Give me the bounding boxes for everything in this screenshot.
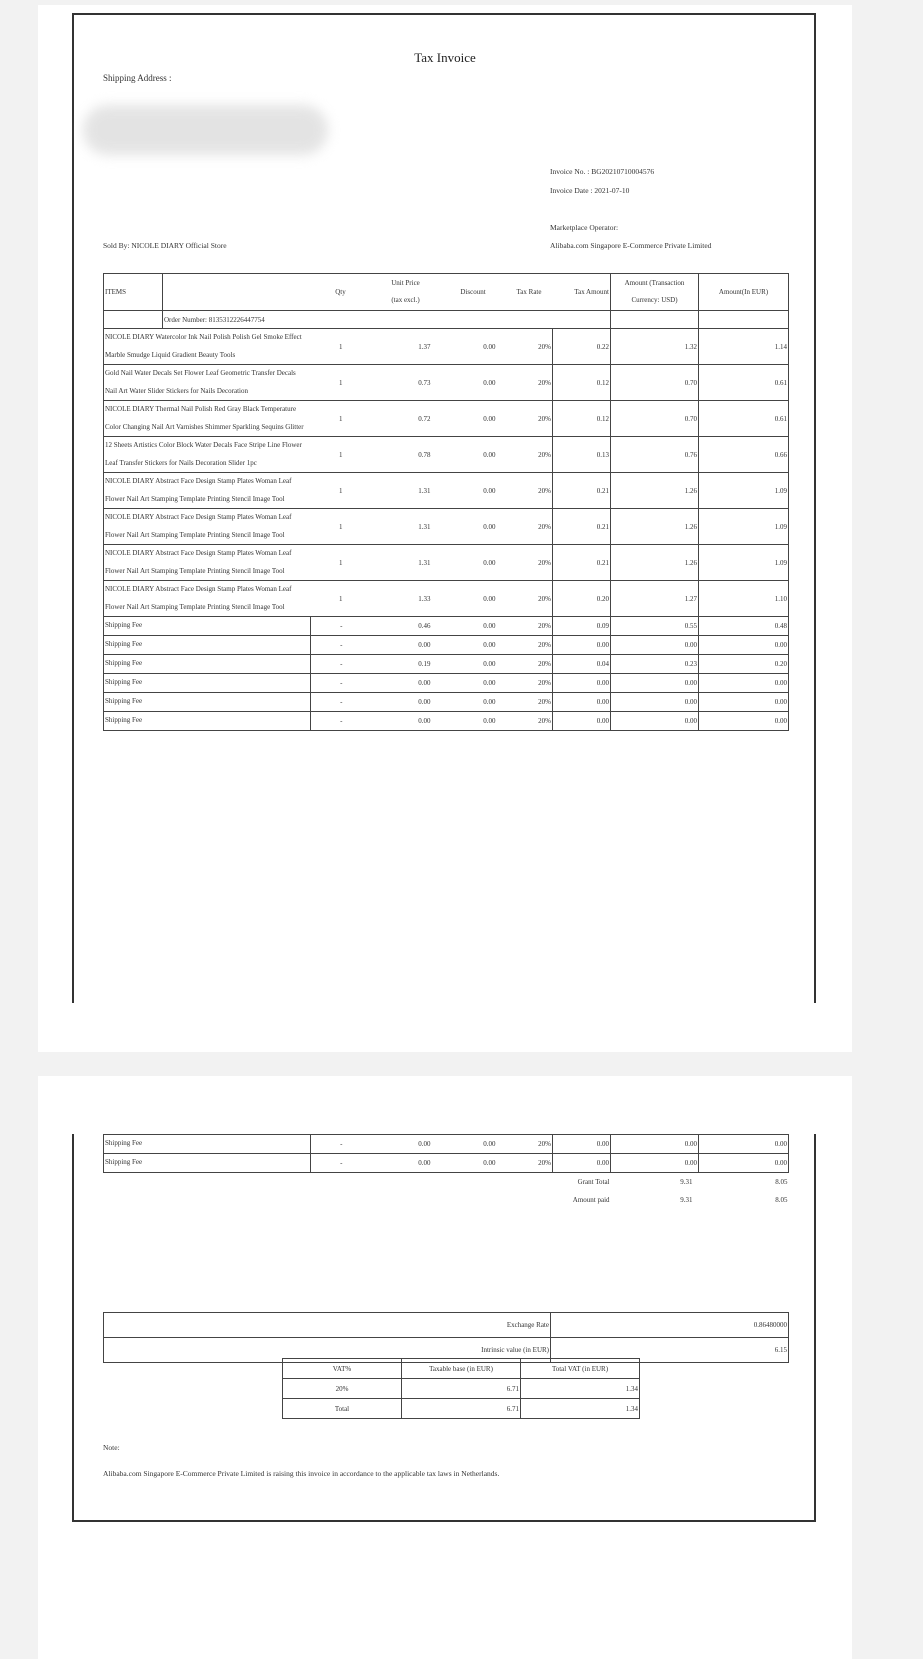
item-tax-rate: 20% — [506, 1154, 553, 1173]
item-row — [104, 437, 789, 473]
item-description: NICOLE DIARY Watercolor Ink Nail Polish Polish Gel Smoke Effect Marble Smudge Liquid Gradient Beauty Tools — [104, 329, 311, 365]
item-amount-eur: 1.09 — [699, 473, 789, 509]
item-tax-rate: 20% — [506, 473, 553, 509]
item-description: NICOLE DIARY Thermal Nail Polish Red Gray Black Temperature Color Changing Nail Art Varnishes Shimmer Sparkling Sequins Glitter — [104, 401, 311, 437]
item-description: Shipping Fee — [104, 1135, 311, 1154]
vat-total-base: 6.71 — [402, 1399, 521, 1419]
item-qty: - — [311, 674, 371, 693]
item-amount-eur: 0.61 — [699, 401, 789, 437]
total-eur: 8.05 — [775, 1196, 788, 1204]
item-tax-amount: 0.21 — [553, 509, 611, 545]
item-tax-rate: 20% — [506, 329, 553, 365]
shipping-fee-row — [104, 655, 789, 674]
item-qty: - — [311, 655, 371, 674]
item-amount-usd: 1.26 — [611, 473, 699, 509]
table-header-row — [104, 274, 789, 311]
marketplace-label: Marketplace Operator: — [550, 223, 619, 232]
total-row — [104, 1173, 789, 1192]
item-tax-rate: 20% — [506, 655, 553, 674]
shipping-fee-row — [104, 693, 789, 712]
item-amount-eur: 0.00 — [699, 636, 789, 655]
item-unit-price: 0.46 — [371, 617, 441, 636]
shipping-fee-row — [104, 1154, 789, 1173]
item-tax-amount: 0.20 — [553, 581, 611, 617]
invoice-page-1 — [38, 5, 852, 1052]
item-amount-usd: 0.70 — [611, 365, 699, 401]
item-tax-rate: 20% — [506, 509, 553, 545]
item-qty: - — [311, 712, 371, 731]
item-discount: 0.00 — [441, 473, 506, 509]
item-unit-price: 0.00 — [371, 674, 441, 693]
exchange-rate-label: Exchange Rate — [104, 1313, 551, 1338]
item-qty: 1 — [311, 581, 371, 617]
vat-header-rate: VAT% — [283, 1359, 402, 1379]
item-tax-amount: 0.21 — [553, 545, 611, 581]
item-tax-rate: 20% — [506, 401, 553, 437]
spacer — [104, 1173, 553, 1192]
total-row — [104, 1191, 789, 1209]
item-description: NICOLE DIARY Abstract Face Design Stamp Plates Woman Leaf Flower Nail Art Stamping Template Printing Stencil Image Tool — [104, 509, 311, 545]
item-qty: 1 — [311, 365, 371, 401]
item-qty: 1 — [311, 509, 371, 545]
item-tax-amount: 0.12 — [553, 401, 611, 437]
order-number: Order Number: 8135312226447754 — [163, 311, 611, 329]
header-amount-eur: Amount(In EUR) — [699, 274, 789, 311]
total-usd: 9.31 — [680, 1196, 693, 1204]
item-unit-price: 0.78 — [371, 437, 441, 473]
item-description: NICOLE DIARY Abstract Face Design Stamp Plates Woman Leaf Flower Nail Art Stamping Template Printing Stencil Image Tool — [104, 581, 311, 617]
item-amount-eur: 0.00 — [699, 674, 789, 693]
vat-header-base: Taxable base (in EUR) — [402, 1359, 521, 1379]
item-discount: 0.00 — [441, 401, 506, 437]
item-tax-rate: 20% — [506, 437, 553, 473]
sold-by: Sold By: NICOLE DIARY Official Store — [103, 241, 227, 250]
item-tax-rate: 20% — [506, 617, 553, 636]
item-tax-amount: 0.00 — [553, 1154, 611, 1173]
item-amount-usd: 0.23 — [611, 655, 699, 674]
vat-amount: 1.34 — [521, 1379, 640, 1399]
redacted-address — [83, 105, 328, 155]
item-discount: 0.00 — [441, 1154, 506, 1173]
item-amount-eur: 0.00 — [699, 712, 789, 731]
items-table — [103, 273, 789, 731]
item-discount: 0.00 — [441, 545, 506, 581]
item-unit-price: 1.31 — [371, 545, 441, 581]
item-tax-rate: 20% — [506, 545, 553, 581]
intrinsic-value: 6.15 — [551, 1338, 789, 1363]
shipping-fee-row — [104, 617, 789, 636]
item-description: Shipping Fee — [104, 693, 311, 712]
total-label: Grant Total — [577, 1178, 610, 1186]
item-amount-eur: 0.20 — [699, 655, 789, 674]
item-amount-eur: 1.14 — [699, 329, 789, 365]
item-qty: 1 — [311, 473, 371, 509]
item-row — [104, 473, 789, 509]
shipping-fee-row — [104, 636, 789, 655]
item-tax-amount: 0.00 — [553, 674, 611, 693]
item-qty: - — [311, 1135, 371, 1154]
spacer — [104, 1191, 553, 1209]
item-row — [104, 509, 789, 545]
item-tax-amount: 0.21 — [553, 473, 611, 509]
header-amount-usd: Amount (Transaction Currency: USD) — [611, 274, 699, 311]
item-tax-rate: 20% — [506, 712, 553, 731]
item-amount-usd: 1.26 — [611, 509, 699, 545]
item-discount: 0.00 — [441, 712, 506, 731]
item-qty: - — [311, 693, 371, 712]
marketplace-operator: Alibaba.com Singapore E-Commerce Private Limited — [550, 241, 712, 250]
total-label: Amount paid — [572, 1196, 610, 1204]
note-text: Alibaba.com Singapore E-Commerce Private Limited is raising this invoice in accordance to the applicable tax laws in Netherlands. — [103, 1469, 500, 1478]
item-amount-usd: 1.32 — [611, 329, 699, 365]
item-unit-price: 1.31 — [371, 473, 441, 509]
item-amount-eur: 0.61 — [699, 365, 789, 401]
item-amount-usd: 0.70 — [611, 401, 699, 437]
item-row — [104, 329, 789, 365]
item-amount-eur: 1.09 — [699, 509, 789, 545]
item-amount-usd: 0.00 — [611, 712, 699, 731]
item-unit-price: 1.37 — [371, 329, 441, 365]
total-eur: 8.05 — [775, 1178, 788, 1186]
item-tax-amount: 0.00 — [553, 712, 611, 731]
header-qty: Qty — [311, 274, 371, 311]
vat-header-total: Total VAT (in EUR) — [521, 1359, 640, 1379]
item-description: Shipping Fee — [104, 655, 311, 674]
item-amount-usd: 0.00 — [611, 636, 699, 655]
item-tax-amount: 0.00 — [553, 636, 611, 655]
item-tax-rate: 20% — [506, 636, 553, 655]
item-description: Shipping Fee — [104, 1154, 311, 1173]
item-amount-eur: 1.09 — [699, 545, 789, 581]
item-amount-usd: 0.00 — [611, 1154, 699, 1173]
item-unit-price: 0.00 — [371, 636, 441, 655]
vat-row — [283, 1379, 640, 1399]
item-qty: 1 — [311, 329, 371, 365]
item-discount: 0.00 — [441, 636, 506, 655]
exchange-rate-value: 0.86480000 — [551, 1313, 789, 1338]
invoice-page-2 — [38, 1076, 852, 1659]
item-tax-rate: 20% — [506, 674, 553, 693]
item-qty: 1 — [311, 545, 371, 581]
item-qty: - — [311, 636, 371, 655]
item-amount-eur: 0.00 — [699, 1135, 789, 1154]
order-number-row — [104, 311, 789, 329]
item-discount: 0.00 — [441, 617, 506, 636]
item-amount-eur: 0.00 — [699, 693, 789, 712]
item-discount: 0.00 — [441, 509, 506, 545]
item-amount-usd: 0.55 — [611, 617, 699, 636]
item-description: Gold Nail Water Decals Set Flower Leaf Geometric Transfer Decals Nail Art Water Slider Stickers for Nails Decoration — [104, 365, 311, 401]
item-amount-usd: 0.00 — [611, 693, 699, 712]
item-amount-usd: 1.27 — [611, 581, 699, 617]
shipping-fee-row — [104, 712, 789, 731]
item-description: Shipping Fee — [104, 674, 311, 693]
item-discount: 0.00 — [441, 655, 506, 674]
total-usd: 9.31 — [680, 1178, 693, 1186]
header-tax-rate: Tax Rate — [506, 274, 553, 311]
exchange-table — [103, 1312, 789, 1363]
item-tax-amount: 0.13 — [553, 437, 611, 473]
item-qty: 1 — [311, 401, 371, 437]
vat-header-row — [283, 1359, 640, 1379]
vat-total-label: Total — [283, 1399, 402, 1419]
item-row — [104, 401, 789, 437]
invoice-number: Invoice No. : BG20210710004576 — [550, 167, 655, 176]
item-unit-price: 0.00 — [371, 712, 441, 731]
item-unit-price: 0.00 — [371, 693, 441, 712]
item-unit-price: 0.00 — [371, 1154, 441, 1173]
item-tax-rate: 20% — [506, 365, 553, 401]
vat-summary-table — [282, 1358, 640, 1419]
item-amount-eur: 0.48 — [699, 617, 789, 636]
item-description: Shipping Fee — [104, 617, 311, 636]
vat-rate: 20% — [283, 1379, 402, 1399]
item-unit-price: 0.19 — [371, 655, 441, 674]
item-discount: 0.00 — [441, 365, 506, 401]
item-description: Shipping Fee — [104, 636, 311, 655]
vat-total-row — [283, 1399, 640, 1419]
item-unit-price: 0.00 — [371, 1135, 441, 1154]
item-tax-amount: 0.00 — [553, 693, 611, 712]
item-amount-usd: 1.26 — [611, 545, 699, 581]
item-amount-eur: 0.00 — [699, 1154, 789, 1173]
shipping-address-label: Shipping Address : — [103, 73, 172, 83]
item-qty: - — [311, 1154, 371, 1173]
item-tax-amount: 0.09 — [553, 617, 611, 636]
item-tax-amount: 0.12 — [553, 365, 611, 401]
item-row — [104, 365, 789, 401]
item-qty: - — [311, 617, 371, 636]
invoice-date: Invoice Date : 2021-07-10 — [550, 186, 630, 195]
item-discount: 0.00 — [441, 437, 506, 473]
note-label: Note: — [103, 1443, 120, 1452]
exchange-rate-row — [104, 1313, 789, 1338]
shipping-fee-row — [104, 1135, 789, 1154]
vat-total-amount: 1.34 — [521, 1399, 640, 1419]
item-description: NICOLE DIARY Abstract Face Design Stamp Plates Woman Leaf Flower Nail Art Stamping Template Printing Stencil Image Tool — [104, 545, 311, 581]
item-amount-eur: 0.66 — [699, 437, 789, 473]
item-tax-amount: 0.00 — [553, 1135, 611, 1154]
item-description: NICOLE DIARY Abstract Face Design Stamp Plates Woman Leaf Flower Nail Art Stamping Template Printing Stencil Image Tool — [104, 473, 311, 509]
item-discount: 0.00 — [441, 693, 506, 712]
shipping-fee-row — [104, 674, 789, 693]
header-tax-amount: Tax Amount — [553, 274, 611, 311]
item-amount-eur: 1.10 — [699, 581, 789, 617]
item-description: 12 Sheets Artistics Color Block Water Decals Face Stripe Line Flower Leaf Transfer Stickers for Nails Decoration Slider 1pc — [104, 437, 311, 473]
vat-base: 6.71 — [402, 1379, 521, 1399]
item-row — [104, 581, 789, 617]
item-tax-amount: 0.22 — [553, 329, 611, 365]
item-unit-price: 0.72 — [371, 401, 441, 437]
invoice-title: Tax Invoice — [414, 50, 476, 65]
item-discount: 0.00 — [441, 1135, 506, 1154]
item-unit-price: 0.73 — [371, 365, 441, 401]
item-qty: 1 — [311, 437, 371, 473]
item-tax-rate: 20% — [506, 581, 553, 617]
intrinsic-value-label: Intrinsic value (in EUR) — [104, 1338, 551, 1363]
header-discount: Discount — [441, 274, 506, 311]
item-tax-amount: 0.04 — [553, 655, 611, 674]
items-table-continued — [103, 1134, 789, 1209]
item-amount-usd: 0.76 — [611, 437, 699, 473]
item-tax-rate: 20% — [506, 1135, 553, 1154]
item-amount-usd: 0.00 — [611, 1135, 699, 1154]
item-row — [104, 545, 789, 581]
item-description: Shipping Fee — [104, 712, 311, 731]
item-discount: 0.00 — [441, 674, 506, 693]
item-discount: 0.00 — [441, 581, 506, 617]
header-items: ITEMS — [104, 274, 163, 311]
item-unit-price: 1.33 — [371, 581, 441, 617]
header-unit-price: Unit Price (tax excl.) — [371, 274, 441, 311]
item-discount: 0.00 — [441, 329, 506, 365]
item-unit-price: 1.31 — [371, 509, 441, 545]
item-tax-rate: 20% — [506, 693, 553, 712]
item-amount-usd: 0.00 — [611, 674, 699, 693]
